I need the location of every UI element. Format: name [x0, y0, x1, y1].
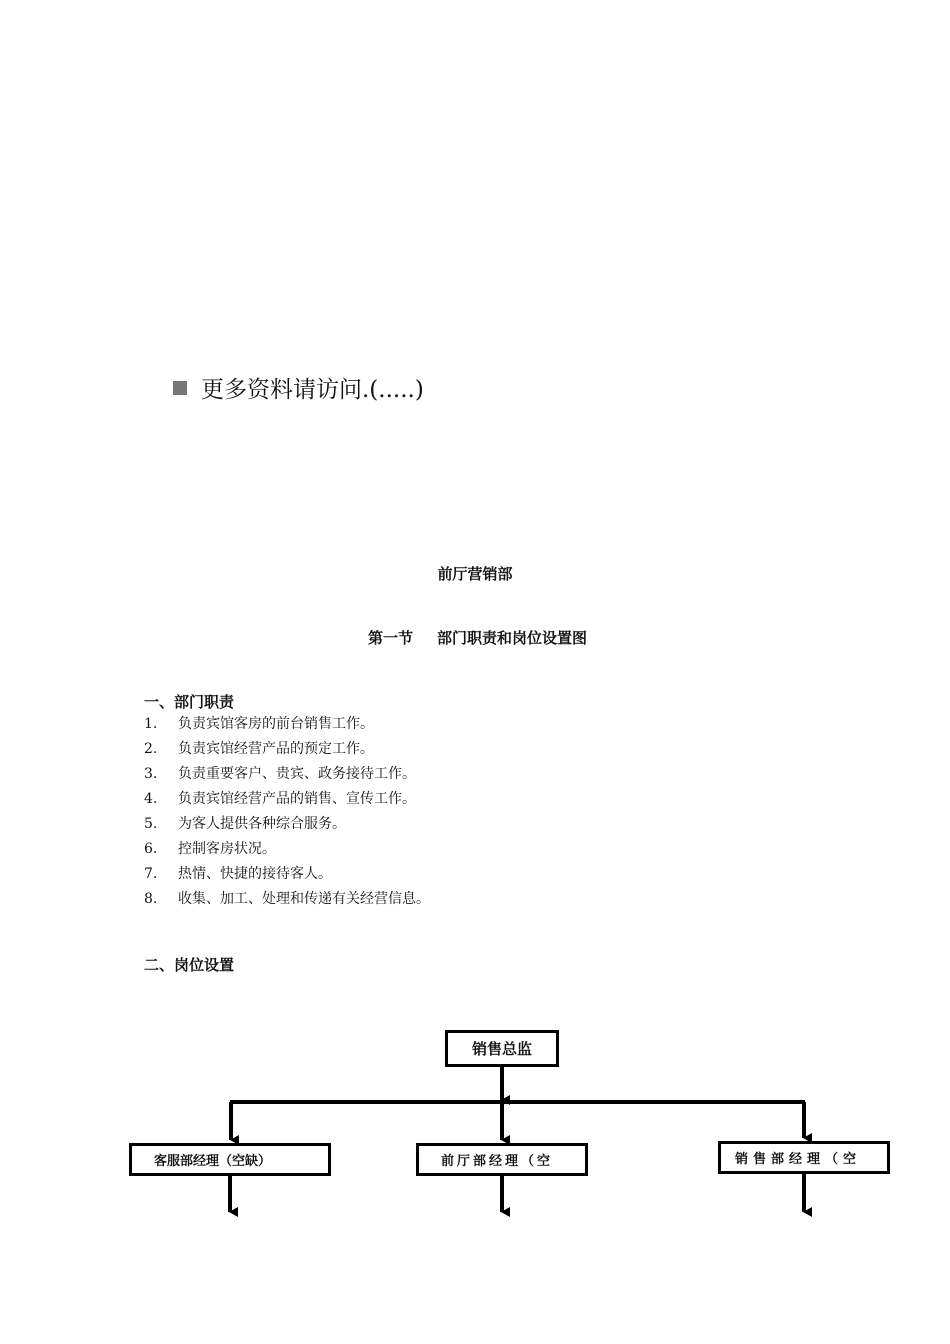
list-item: 2. 负责宾馆经营产品的预定工作。 — [144, 741, 374, 757]
list-item: 6. 控制客房状况。 — [144, 841, 276, 857]
list-item: 3. 负责重要客户、贵宾、政务接待工作。 — [144, 766, 416, 782]
list-item: 4. 负责宾馆经营产品的销售、宣传工作。 — [144, 791, 416, 807]
list-item: 8. 收集、加工、处理和传递有关经营信息。 — [144, 891, 430, 907]
department-title: 前厅营销部 — [437, 565, 513, 583]
org-node-front-office-manager: 前厅部经理（空 — [416, 1143, 588, 1176]
more-resources-text: 更多资料请访问.(.....) — [201, 377, 424, 403]
positions-heading: 二、岗位设置 — [144, 956, 235, 974]
org-node-sales-director: 销售总监 — [445, 1030, 559, 1067]
org-node-customer-service-manager: 客服部经理（空缺） — [129, 1143, 331, 1176]
list-item: 1. 负责宾馆客房的前台销售工作。 — [144, 716, 374, 732]
section-number: 第一节 — [368, 629, 414, 647]
list-item: 5. 为客人提供各种综合服务。 — [144, 816, 346, 832]
section-title: 部门职责和岗位设置图 — [437, 629, 588, 647]
duties-heading: 一、部门职责 — [144, 693, 235, 711]
list-item: 7. 热情、快捷的接待客人。 — [144, 866, 332, 882]
org-node-sales-manager: 销售部经理（空 — [718, 1141, 890, 1174]
